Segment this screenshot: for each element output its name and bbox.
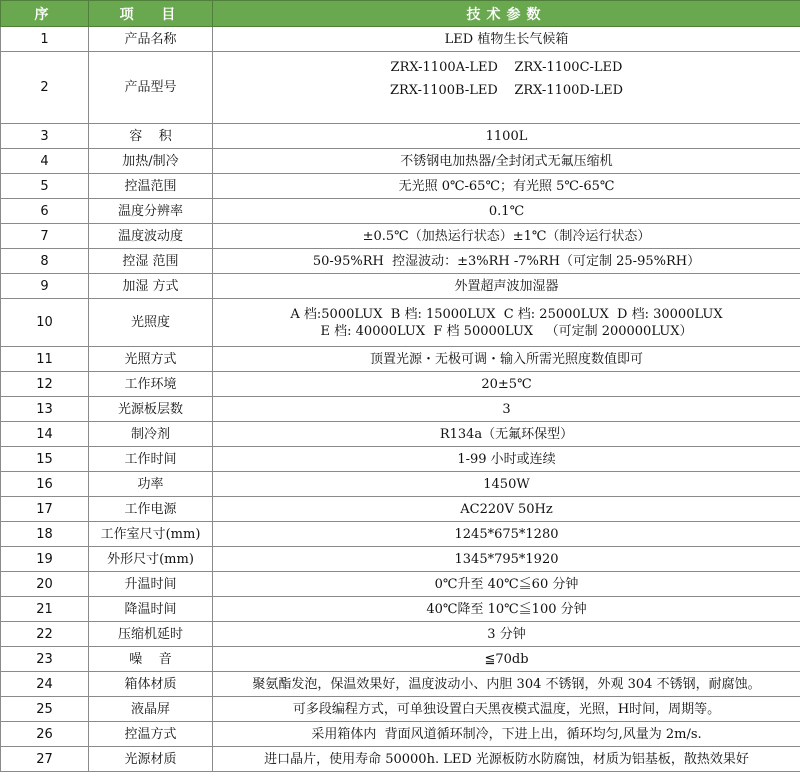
row-number: 17 [1, 497, 89, 522]
row-item: 光源材质 [89, 747, 213, 772]
table-row [1, 397, 800, 422]
row-spec [213, 249, 800, 274]
row-number: 26 [1, 722, 89, 747]
table-row [1, 347, 800, 372]
table-row [1, 522, 800, 547]
row-spec [213, 472, 800, 497]
row-item: 降温时间 [89, 597, 213, 622]
row-spec [213, 274, 800, 299]
row-item: 控湿 范围 [89, 249, 213, 274]
spec-line: 采用箱体内 背面风道循环制冷，下进上出，循环均匀,风量为 2m/s. [311, 726, 702, 742]
row-number: 22 [1, 622, 89, 647]
spec-line: 1245*675*1280 [454, 526, 559, 542]
table-row [1, 124, 800, 149]
spec-line: 1345*795*1920 [454, 551, 559, 567]
row-item: 光照度 [89, 299, 213, 347]
spec-line: E 档: 40000LUX F 档 50000LUX （可定制 200000LUX） [320, 323, 693, 339]
row-spec [213, 547, 800, 572]
row-spec [213, 27, 800, 52]
table-row [1, 497, 800, 522]
row-spec [213, 697, 800, 722]
row-item: 工作时间 [89, 447, 213, 472]
row-number: 1 [1, 27, 89, 52]
spec-line: 20±5℃ [481, 376, 532, 392]
row-item: 光源板层数 [89, 397, 213, 422]
spec-line: 不锈钢电加热器/全封闭式无氟压缩机 [400, 153, 613, 169]
row-spec [213, 672, 800, 697]
row-item: 制冷剂 [89, 422, 213, 447]
table-row [1, 274, 800, 299]
row-item: 容 积 [89, 124, 213, 149]
spec-line: 1450W [483, 476, 530, 492]
table-row [1, 224, 800, 249]
table-body [1, 27, 800, 772]
header-spec: 技术参数 [213, 1, 800, 27]
row-item: 温度波动度 [89, 224, 213, 249]
row-spec [213, 397, 800, 422]
row-spec [213, 299, 800, 347]
table-row [1, 422, 800, 447]
spec-line: A 档:5000LUX B 档: 15000LUX C 档: 25000LUX D 档: 30000LUX [290, 306, 723, 322]
row-item: 加热/制冷 [89, 149, 213, 174]
row-item: 产品型号 [89, 52, 213, 124]
row-spec [213, 722, 800, 747]
spec-line: 聚氨酯发泡，保温效果好，温度波动小、内胆 304 不锈钢，外观 304 不锈钢，耐腐蚀。 [252, 676, 761, 692]
spec-line: ZRX-1100A-LED ZRX-1100C-LED [390, 59, 623, 75]
row-number: 7 [1, 224, 89, 249]
row-item: 控温方式 [89, 722, 213, 747]
row-spec [213, 347, 800, 372]
spec-line: 3 分钟 [487, 626, 526, 642]
table-row [1, 372, 800, 397]
spec-line: ≦70db [484, 651, 529, 667]
row-number: 24 [1, 672, 89, 697]
row-spec [213, 124, 800, 149]
row-item: 液晶屏 [89, 697, 213, 722]
row-number: 8 [1, 249, 89, 274]
row-item: 压缩机延时 [89, 622, 213, 647]
table-row [1, 722, 800, 747]
table-row [1, 447, 800, 472]
table-row [1, 597, 800, 622]
table-row [1, 299, 800, 347]
spec-line: 1-99 小时或连续 [457, 451, 556, 467]
row-number: 5 [1, 174, 89, 199]
spec-line: 1100L [485, 128, 528, 144]
table-row [1, 472, 800, 497]
row-item: 工作环境 [89, 372, 213, 397]
table-header-row [1, 1, 800, 27]
table-row [1, 249, 800, 274]
row-item: 箱体材质 [89, 672, 213, 697]
row-number: 20 [1, 572, 89, 597]
row-spec [213, 372, 800, 397]
row-number: 11 [1, 347, 89, 372]
spec-line: 可多段编程方式，可单独设置白天黑夜模式温度，光照，H时间，周期等。 [292, 701, 721, 717]
row-item: 控温范围 [89, 174, 213, 199]
row-number: 15 [1, 447, 89, 472]
row-number: 14 [1, 422, 89, 447]
spec-line: R134a（无氟环保型） [439, 426, 574, 442]
row-item: 温度分辨率 [89, 199, 213, 224]
spec-line: 0℃升至 40℃≦60 分钟 [434, 576, 579, 592]
row-spec [213, 224, 800, 249]
row-spec [213, 174, 800, 199]
table-row [1, 547, 800, 572]
spec-line: ZRX-1100B-LED ZRX-1100D-LED [389, 82, 624, 98]
row-spec [213, 52, 800, 124]
table-row [1, 747, 800, 772]
spec-line: 40℃降至 10℃≦100 分钟 [426, 601, 587, 617]
table-row [1, 697, 800, 722]
row-spec [213, 597, 800, 622]
row-number: 25 [1, 697, 89, 722]
row-item: 外形尺寸(mm) [89, 547, 213, 572]
table-row [1, 647, 800, 672]
row-spec [213, 199, 800, 224]
row-number: 10 [1, 299, 89, 347]
spec-line: 3 [502, 401, 511, 417]
row-spec [213, 422, 800, 447]
table-row [1, 149, 800, 174]
row-number: 21 [1, 597, 89, 622]
table-row [1, 27, 800, 52]
row-item: 光照方式 [89, 347, 213, 372]
row-item: 工作电源 [89, 497, 213, 522]
spec-line: LED 植物生长气候箱 [444, 31, 569, 47]
row-item: 噪 音 [89, 647, 213, 672]
row-number: 27 [1, 747, 89, 772]
row-spec [213, 747, 800, 772]
row-number: 2 [1, 52, 89, 124]
spec-line: 外置超声波加湿器 [454, 278, 559, 294]
row-spec [213, 647, 800, 672]
table-row [1, 572, 800, 597]
row-item: 加湿 方式 [89, 274, 213, 299]
row-spec [213, 447, 800, 472]
row-item: 升温时间 [89, 572, 213, 597]
spec-line: 0.1℃ [488, 203, 525, 219]
table-row [1, 622, 800, 647]
row-number: 18 [1, 522, 89, 547]
row-number: 4 [1, 149, 89, 174]
row-item: 功率 [89, 472, 213, 497]
spec-line: AC220V 50Hz [460, 501, 553, 517]
row-number: 6 [1, 199, 89, 224]
spec-line: 50-95%RH 控湿波动：±3%RH -7%RH（可定制 25-95%RH） [312, 253, 701, 269]
table-row [1, 199, 800, 224]
header-no: 序 [1, 1, 89, 27]
row-spec [213, 522, 800, 547]
spec-line: 进口晶片，使用寿命 50000h. LED 光源板防水防腐蚀，材质为铝基板，散热效果好 [264, 751, 749, 767]
spec-line: 顶置光源・无极可调・输入所需光照度数值即可 [369, 351, 643, 367]
row-number: 23 [1, 647, 89, 672]
row-spec [213, 622, 800, 647]
row-item: 工作室尺寸(mm) [89, 522, 213, 547]
row-number: 13 [1, 397, 89, 422]
row-item: 产品名称 [89, 27, 213, 52]
row-number: 19 [1, 547, 89, 572]
row-number: 3 [1, 124, 89, 149]
spec-line: ±0.5℃（加热运行状态）±1℃（制冷运行状态） [362, 228, 651, 244]
row-number: 16 [1, 472, 89, 497]
row-number: 9 [1, 274, 89, 299]
spec-line: 无光照 0℃-65℃；有光照 5℃-65℃ [398, 178, 615, 194]
row-spec [213, 497, 800, 522]
table-row [1, 52, 800, 124]
table-row [1, 174, 800, 199]
row-spec [213, 572, 800, 597]
row-spec [213, 149, 800, 174]
row-number: 12 [1, 372, 89, 397]
table-row [1, 672, 800, 697]
header-item: 项 目 [89, 1, 213, 27]
